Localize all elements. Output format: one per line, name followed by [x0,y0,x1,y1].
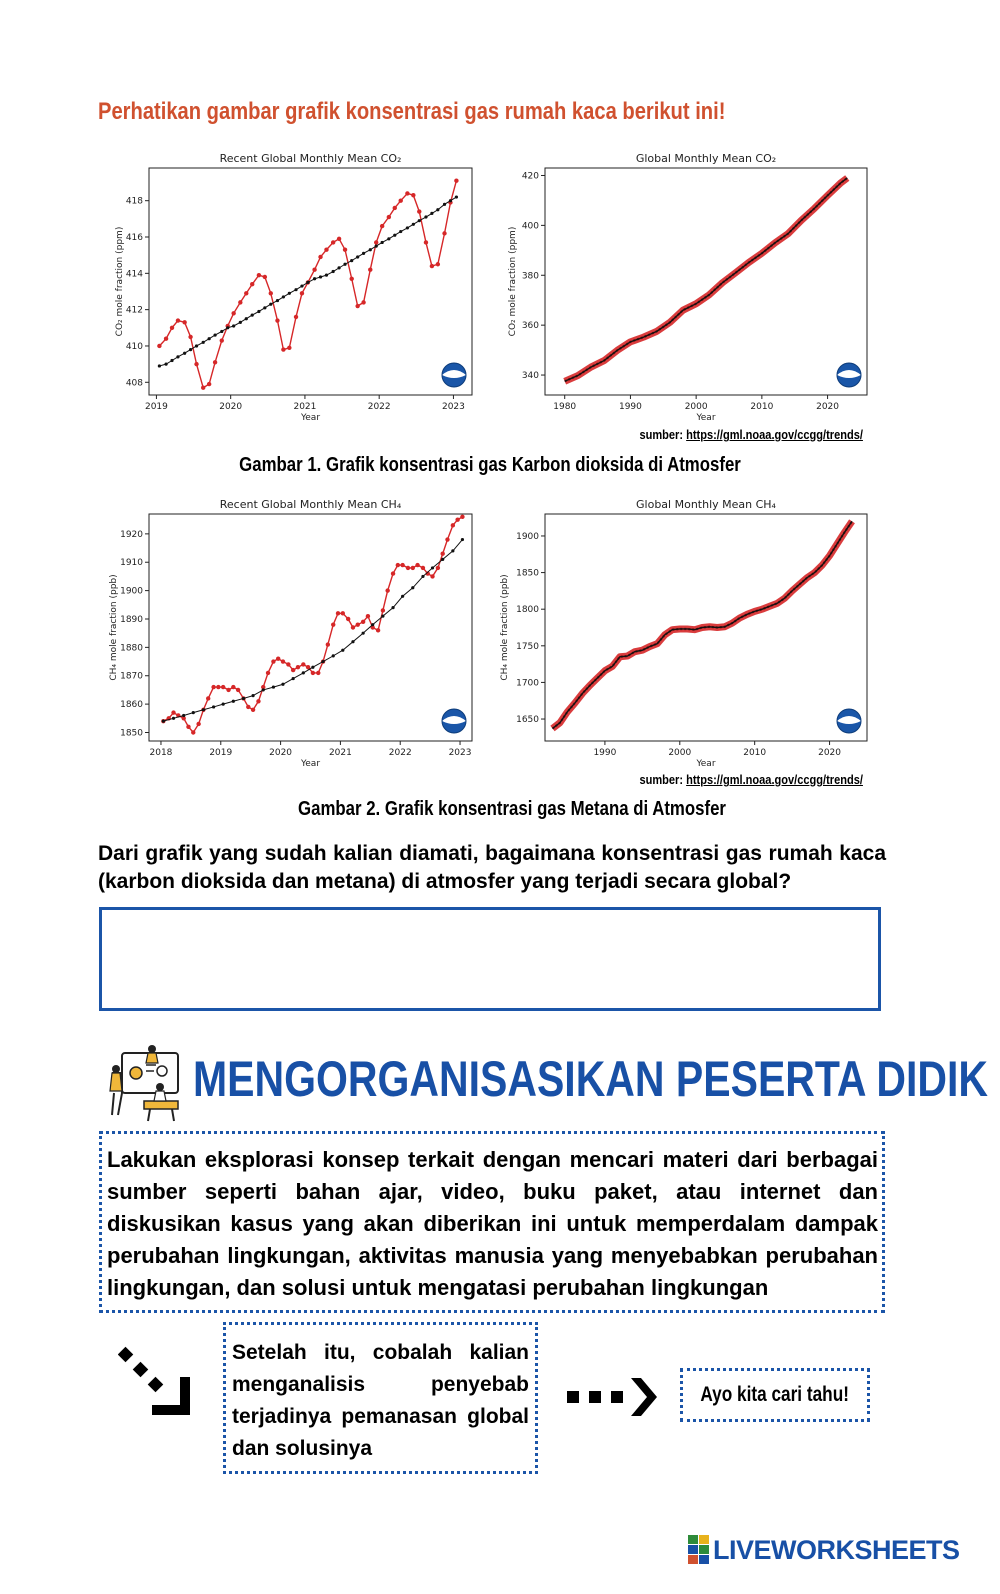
trend-point [300,284,303,287]
x-tick-label: 2018 [149,748,173,758]
y-tick-label: 1750 [516,641,539,652]
monthly-point [393,206,397,210]
trend-point [455,195,458,198]
noaa-logo-icon [442,709,466,733]
y-axis-label: CO₂ mole fraction (ppm) [115,226,125,337]
y-tick-label: 1850 [516,568,539,579]
x-tick-label: 2021 [293,402,317,412]
monthly-point [221,685,225,689]
trend-point [341,649,344,652]
chart-recent-ch4-svg [100,494,490,769]
monthly-point [454,179,458,183]
monthly-point [281,347,285,351]
trend-point [406,226,409,229]
monthly-point [451,523,455,527]
monthly-point [244,291,248,295]
monthly-point [366,614,370,618]
trend-point [337,266,340,269]
trend-point [195,344,198,347]
trend-point [251,694,254,697]
y-tick-label: 360 [521,321,539,332]
x-axis-label: Year [696,759,716,769]
trend-point [232,700,235,703]
monthly-point [291,668,295,672]
monthly-point [400,563,404,567]
x-tick-label: 1990 [618,402,642,412]
trend-point [399,230,402,233]
trend-point [276,299,279,302]
answer-input[interactable] [99,907,881,1011]
monthly-point [269,291,273,295]
x-tick-label: 2023 [448,748,472,758]
monthly-point [257,273,261,277]
trend-point [431,566,434,569]
x-tick-label: 2000 [668,748,692,758]
monthly-point [286,662,290,666]
monthly-point [356,622,360,626]
cta-box [680,1368,870,1422]
monthly-point [417,209,421,213]
x-tick-label: 2021 [328,748,352,758]
trend-point [424,215,427,218]
monthly-point [220,338,224,342]
monthly-point [186,725,190,729]
x-axis-label: Year [696,413,716,423]
monthly-point [294,315,298,319]
trend-point [343,263,346,266]
trend-point [418,219,421,222]
trend-point [362,252,365,255]
monthly-point [436,262,440,266]
section-title: MENGORGANISASIKAN PESERTA DIDIK [193,1051,989,1107]
monthly-point [442,231,446,235]
trend-point [245,317,248,320]
x-tick-label: 2022 [388,748,412,758]
monthly-point [318,255,322,259]
trend-point [202,708,205,711]
trend-point [176,355,179,358]
monthly-point [381,608,385,612]
monthly-point [246,705,250,709]
monthly-point [405,191,409,195]
monthly-point [336,611,340,615]
trend-point [226,326,229,329]
monthly-point [351,625,355,629]
monthly-point [266,671,270,675]
trend-point [387,237,390,240]
arrow-right-icon [565,1374,660,1420]
chart-global-co2 [495,148,885,423]
monthly-point [406,566,410,570]
monthly-point [430,574,434,578]
monthly-point [311,671,315,675]
figure2-caption: Gambar 2. Grafik konsentrasi gas Metana di Atmosfer [298,798,726,820]
monthly-point [312,267,316,271]
source-link[interactable]: https://gml.noaa.gov/ccgg/trends/ [686,427,863,442]
y-tick-label: 1900 [120,586,143,597]
monthly-point [376,628,380,632]
trend-point [170,359,173,362]
explore-box [99,1131,885,1313]
monthly-point [251,708,255,712]
monthly-point [421,566,425,570]
trend-point [306,281,309,284]
monthly-point [324,248,328,252]
trend-point [263,306,266,309]
monthly-point [238,300,242,304]
monthly-point [301,662,305,666]
dotted-arrow-right [565,1374,660,1425]
analyze-text: Setelah itu, cobalah kalian menganalisis penyebab terjadinya pemanasan global dan solusinya [232,1341,529,1460]
monthly-point [350,277,354,281]
trend-point [332,654,335,657]
monthly-point [170,326,174,330]
monthly-point [341,611,345,615]
trend-point [393,234,396,237]
y-tick-label: 1700 [516,678,539,689]
monthly-point [213,360,217,364]
trend-point [202,341,205,344]
trend-point [222,703,225,706]
monthly-point [331,240,335,244]
analyze-box [223,1322,538,1474]
monthly-point [355,304,359,308]
trend-point [311,666,314,669]
team-icon [104,1043,184,1123]
monthly-point [361,300,365,304]
monthly-point [201,386,205,390]
x-axis-label: Year [300,759,321,769]
y-tick-label: 412 [125,305,143,316]
y-axis-label: CH₄ mole fraction (ppb) [500,574,510,681]
chart-recent-co2-svg [100,148,490,423]
monthly-point [385,588,389,592]
trend-point [294,288,297,291]
monthly-point [300,291,304,295]
monthly-point [188,335,192,339]
monthly-point [337,237,341,241]
monthly-point [316,671,320,675]
source-label: sumber: [639,772,684,787]
monthly-point [263,275,267,279]
trend-point [212,705,215,708]
noaa-logo-icon [837,363,861,387]
x-tick-label: 2020 [818,748,842,758]
x-tick-label: 2020 [816,402,840,412]
trend-point [232,324,235,327]
trend-point [451,549,454,552]
trend-point [269,303,272,306]
trend-point [158,364,161,367]
source-label: sumber: [639,427,684,442]
y-tick-label: 420 [521,171,539,182]
trend-point [441,558,444,561]
chart-recent-co2 [100,148,490,423]
y-tick-label: 414 [125,269,143,280]
dotted-arrow-diagonal [118,1345,198,1425]
trend-point [313,277,316,280]
chart-recent-ch4 [100,494,490,769]
trend-point [242,697,245,700]
trend-point [321,660,324,663]
y-tick-label: 1920 [120,529,143,540]
trend-point [381,615,384,618]
y-tick-label: 1650 [516,715,539,726]
monthly-point [460,515,464,519]
x-tick-label: 2020 [269,748,293,758]
monthly-point [171,710,175,714]
chart-global-co2-svg [495,148,885,423]
x-axis-label: Year [300,413,321,423]
y-tick-label: 1910 [120,558,143,569]
trend-point [302,671,305,674]
monthly-point [346,617,350,621]
chart-global-ch4 [495,494,885,769]
monthly-point [194,362,198,366]
liveworksheets-logo-icon [688,1535,710,1565]
monthly-point [206,696,210,700]
monthly-point [207,382,211,386]
monthly-point [176,318,180,322]
plot-frame [149,514,472,741]
y-tick-label: 380 [521,271,539,282]
x-tick-label: 1990 [593,748,617,758]
x-tick-label: 2010 [743,748,767,758]
trend-point [375,244,378,247]
trend-point [282,295,285,298]
y-tick-label: 1890 [120,614,143,625]
trend-point [239,321,242,324]
y-axis-label: CO₂ mole fraction (ppm) [508,226,518,337]
trend-point [443,203,446,206]
monthly-point [387,215,391,219]
trend-point [257,310,260,313]
chart-title: Recent Global Monthly Mean CO₂ [219,152,402,165]
question-text: Dari grafik yang sudah kalian diamati, bagaimana konsentrasi gas rumah kaca (karbon dioksida dan metana) di atmosfer yang terjadi secara global? [98,842,886,893]
monthly-point [231,311,235,315]
trend-point [281,683,284,686]
monthly-point [440,552,444,556]
monthly-point [455,517,459,521]
y-tick-label: 416 [125,233,143,244]
trend-point [208,337,211,340]
trend-point [292,677,295,680]
monthly-point [391,571,395,575]
trend-point [172,717,175,720]
monthly-point [250,282,254,286]
x-tick-label: 1980 [553,402,577,412]
trend-point [369,248,372,251]
x-tick-label: 2022 [367,402,391,412]
brand-name: LIVEWORKSHEETS [713,1534,960,1565]
trend-point [182,714,185,717]
trend-point [371,623,374,626]
y-tick-label: 400 [521,221,539,232]
monthly-point [256,699,260,703]
y-tick-label: 410 [125,341,143,352]
monthly-point [271,659,275,663]
monthly-point [380,224,384,228]
monthly-point [424,240,428,244]
monthly-point [411,193,415,197]
trend-point [362,632,365,635]
chart-title: Recent Global Monthly Mean CH₄ [219,498,402,511]
trend-point [401,595,404,598]
chart-title: Global Monthly Mean CH₄ [636,498,776,511]
trend-point [288,292,291,295]
monthly-point [157,344,161,348]
y-axis-label: CH₄ mole fraction (ppb) [109,574,119,681]
chart-global-ch4-svg [495,494,885,769]
monthly-point [411,566,415,570]
trend-point [350,259,353,262]
monthly-point [164,337,168,341]
y-tick-label: 1880 [120,643,143,654]
trend-point [412,223,415,226]
monthly-point [211,685,215,689]
intro-heading: Perhatikan gambar grafik konsentrasi gas rumah kaca berikut ini! [98,98,726,125]
y-tick-label: 1850 [120,728,143,739]
trend-point [189,348,192,351]
monthly-point [196,722,200,726]
trend-point [391,606,394,609]
explore-text: Lakukan eksplorasi konsep terkait dengan mencari materi dari berbagai sumber seperti bahan ajar, video, buku paket, atau internet dan diskusikan kasus yang akan diberikan ini untuk memperdalam dampak perubahan lingkungan, aktivitas manusia yang menyebabkan perubahan lingkungan, dan solusi untuk mengatasi perubahan lingkungan [107,1147,878,1300]
x-tick-label: 2020 [219,402,243,412]
monthly-point [430,264,434,268]
monthly-point [343,248,347,252]
monthly-point [436,566,440,570]
trend-point [421,575,424,578]
source-line-2 [639,772,863,787]
trend-point [461,538,464,541]
figure1-caption: Gambar 1. Grafik konsentrasi gas Karbon dioksida di Atmosfer [239,454,741,476]
trend-point [381,241,384,244]
trend-point [192,711,195,714]
monthly-point [396,563,400,567]
monthly-point [226,688,230,692]
monthly-point [182,320,186,324]
monthly-point [331,622,335,626]
trend-point [213,333,216,336]
trend-point [164,363,167,366]
monthly-point [326,642,330,646]
trend-point [220,330,223,333]
trend-point [183,352,186,355]
monthly-point [296,665,300,669]
noaa-logo-icon [442,363,466,387]
monthly-point [415,563,419,567]
trend-point [272,685,275,688]
monthly-point [287,346,291,350]
trend-point [319,275,322,278]
y-tick-label: 408 [125,378,143,389]
trend-point [436,208,439,211]
y-tick-label: 1900 [516,531,539,542]
monthly-point [445,537,449,541]
monthly-point [236,688,240,692]
x-tick-label: 2010 [750,402,774,412]
trend-point [411,586,414,589]
trend-point [351,640,354,643]
brand-logo [688,1533,978,1567]
cta-text: Ayo kita cari tahu! [700,1383,850,1406]
x-tick-label: 2019 [209,748,233,758]
monthly-point [276,657,280,661]
monthly-point [275,318,279,322]
chart-title: Global Monthly Mean CO₂ [635,152,777,165]
y-tick-label: 340 [521,371,539,382]
y-tick-label: 1860 [120,700,143,711]
trend-point [356,255,359,258]
y-tick-label: 1800 [516,605,539,616]
x-tick-label: 2000 [684,402,708,412]
trend-point [262,688,265,691]
people-illustration [104,1043,184,1123]
y-tick-label: 418 [125,196,143,207]
monthly-point [361,620,365,624]
monthly-point [216,685,220,689]
arrow-down-right-icon [118,1345,198,1420]
x-tick-label: 2023 [441,402,465,412]
monthly-point [374,240,378,244]
source-line-1 [639,427,863,442]
monthly-point [231,685,235,689]
monthly-point [281,659,285,663]
trend-point [325,274,328,277]
trend-point [162,720,165,723]
x-tick-label: 2019 [144,402,168,412]
monthly-point [191,730,195,734]
source-link[interactable]: https://gml.noaa.gov/ccgg/trends/ [686,772,863,787]
trend-point [332,270,335,273]
noaa-logo-icon [837,709,861,733]
monthly-point [368,267,372,271]
trend-point [430,212,433,215]
monthly-point [399,198,403,202]
y-tick-label: 1870 [120,671,143,682]
trend-point [251,313,254,316]
trend-point [449,199,452,202]
